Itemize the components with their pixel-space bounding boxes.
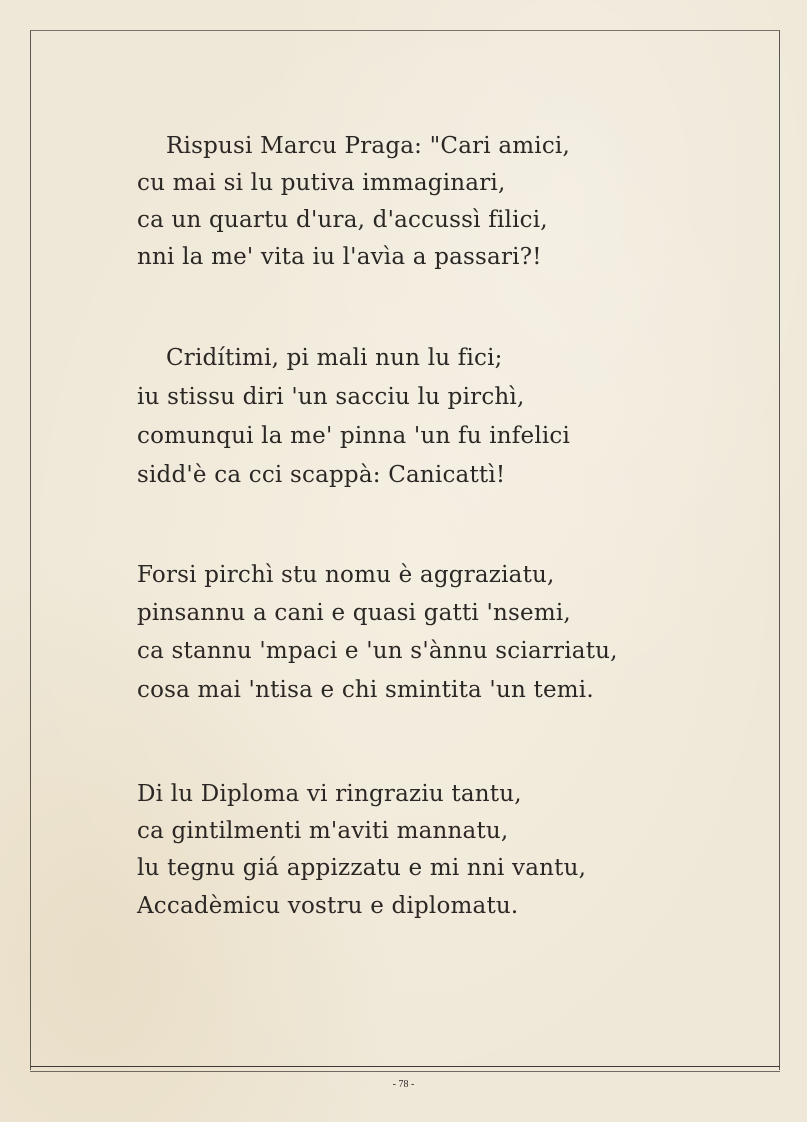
verse-line: ca gintilmenti m'aviti mannatu, [137, 818, 509, 844]
page-number: - 78 - [392, 1079, 415, 1090]
verse-line: nni la me' vita iu l'avìa a passari?! [137, 244, 542, 270]
verse-line: Forsi pirchì stu nomu è aggraziatu, [137, 562, 555, 588]
verse-line: pinsannu a cani e quasi gatti 'nsemi, [137, 600, 571, 626]
bottom-rule-secondary [30, 1071, 780, 1072]
verse-line: Cridítimi, pi mali nun lu fici; [166, 345, 503, 371]
verse-line: cu mai si lu putiva immaginari, [137, 170, 506, 196]
verse-line: cosa mai 'ntisa e chi smintita 'un temi. [137, 677, 594, 703]
verse-line: sidd'è ca cci scappà: Canicattì! [137, 462, 506, 488]
verse-line: comunqui la me' pinna 'un fu infelici [137, 423, 571, 449]
verse-line: Di lu Diploma vi ringraziu tantu, [137, 781, 522, 807]
verse-line: ca un quartu d'ura, d'accussì filici, [137, 207, 548, 233]
verse-line: ca stannu 'mpaci e 'un s'ànnu sciarriatu, [137, 638, 618, 664]
bottom-rule [30, 1066, 780, 1067]
verse-line: Rispusi Marcu Praga: "Cari amici, [166, 133, 571, 159]
verse-line: iu stissu diri 'un sacciu lu pirchì, [137, 384, 525, 410]
verse-line: Accadèmicu vostru e diplomatu. [137, 893, 519, 919]
verse-line: lu tegnu giá appizzatu e mi nni vantu, [137, 855, 587, 881]
